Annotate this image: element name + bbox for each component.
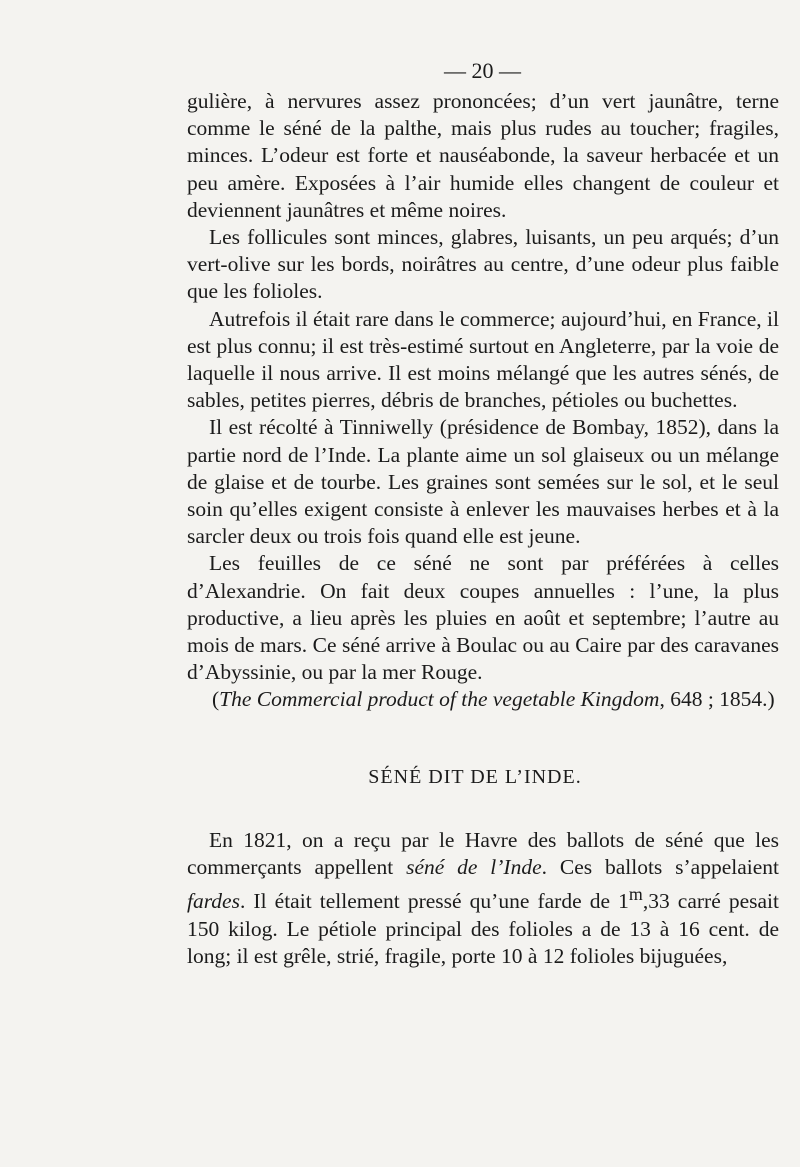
main-text [187, 88, 779, 714]
citation-rest: , 648 ; 1854.) [659, 687, 775, 712]
sp-italic1: séné de l’Inde [406, 855, 542, 880]
sp-italic2: fardes [187, 889, 240, 914]
paragraph-1: gulière, à nervures assez prononcées; d’un vert jaunâtre, terne comme le séné de la palthe, mais plus rudes au toucher; fragiles, minces. L’odeur est forte et nauséabonde, la saveur herbacée et un peu amère. Exposées à l’air humide elles changent de couleur et deviennent jaunâtres et même noires. [187, 89, 779, 222]
sp-superscript: m [628, 884, 643, 905]
paragraph-5: Les feuilles de ce séné ne sont par préférées à celles d’Alexandrie. On fait deux coupes annuelles : l’une, la plus productive, a lieu après les pluies en août et septembre; l’autre au mois de mars. Ce séné arrive à Boulac ou au Caire par des caravanes d’Abyssinie, ou par la mer Rouge. [187, 551, 779, 685]
section-paragraph [187, 827, 779, 970]
paragraph-2: Les follicules sont minces, glabres, luisants, un peu arqués; d’un vert-olive sur les bords, noirâtres au centre, d’une odeur plus faible que les folioles. [187, 225, 779, 304]
citation-open: ( [212, 687, 220, 712]
page-number: — 20 — [444, 58, 521, 83]
section-text [187, 827, 779, 970]
sp-part1: En 1821, on a reçu par le Havre des ballots de séné que les commerçants appellent [187, 828, 779, 880]
citation-title: The Commercial product of the vegetable Kingdom [219, 687, 660, 712]
sp-part2: . Ces ballots s’appelaient [541, 855, 779, 880]
paragraph-3: Autrefois il était rare dans le commerce; aujourd’hui, en France, il est plus connu; il est très-estimé surtout en Angleterre, par la voie de laquelle il nous arrive. Il est moins mélangé que les autres sénés, de sables, petites pierres, débris de branches, pétioles ou buchettes. [187, 306, 779, 413]
paragraph-4: Il est récolté à Tinniwelly (présidence de Bombay, 1852), dans la partie nord de l’Inde. La plante aime un sol glaiseux ou un mélange de glaise et de tourbe. Les graines sont semées sur le sol, et le seul soin qu’elles exigent consiste à enlever les mauvaises herbes et à la sarcler deux ou trois fois quand elle est jeune. [187, 415, 779, 549]
sp-part3: . Il était tellement pressé qu’une farde de 1 [239, 889, 629, 914]
sp-part4: ,33 carré pesait 150 kilog. Le pétiole principal des folioles a de 13 à 16 cent. de long; il est grêle, strié, fragile, porte 10 à 12 folioles bijuguées, [187, 889, 779, 968]
citation [187, 686, 779, 713]
section-heading: SÉNÉ DIT DE L’INDE. [368, 766, 582, 788]
